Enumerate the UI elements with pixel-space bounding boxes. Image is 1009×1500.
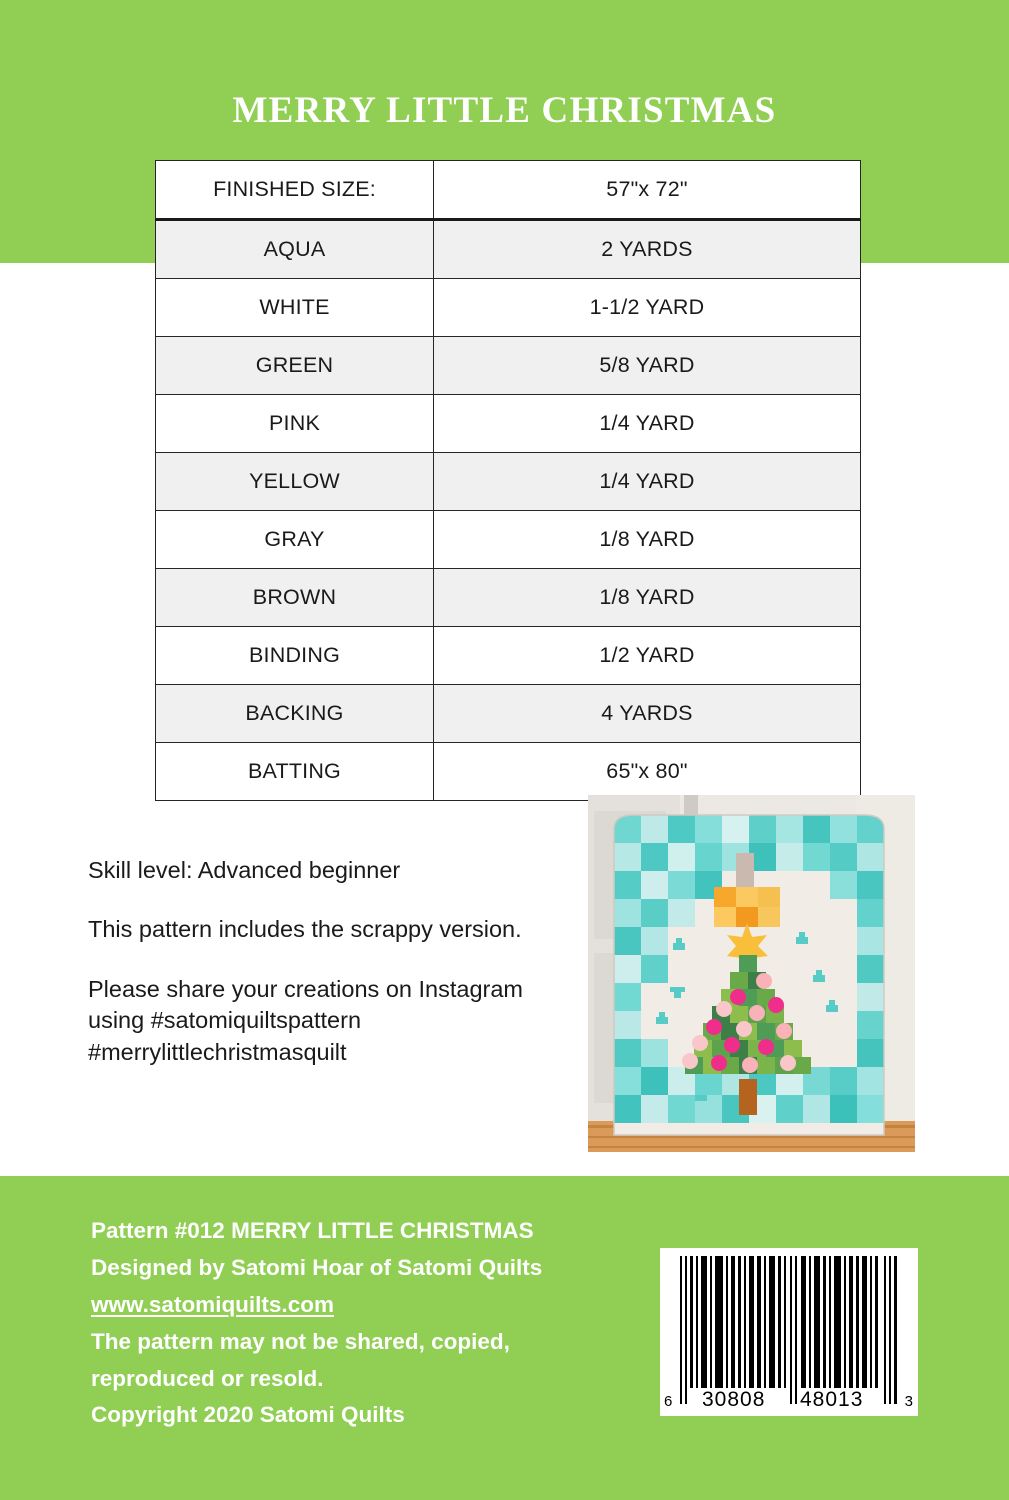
barcode	[660, 1248, 918, 1416]
table-row	[156, 453, 861, 511]
table-row	[156, 569, 861, 627]
table-row	[156, 161, 861, 220]
table-row	[156, 743, 861, 801]
footer-credits	[91, 1213, 631, 1434]
table-cell-label: WHITE	[156, 279, 434, 337]
table-row	[156, 279, 861, 337]
table-cell-value: 57"x 72"	[434, 161, 861, 220]
table-cell-value: 1-1/2 YARD	[434, 279, 861, 337]
table-cell-label: GRAY	[156, 511, 434, 569]
table-cell-value: 5/8 YARD	[434, 337, 861, 395]
footer-copyright-notice-1: The pattern may not be shared, copied,	[91, 1328, 510, 1354]
table-row	[156, 337, 861, 395]
table-cell-label: BATTING	[156, 743, 434, 801]
social-share-text: Please share your creations on Instagram using #satomiquiltspattern #merrylittlechristmasquilt	[88, 975, 523, 1065]
table-cell-value: 1/8 YARD	[434, 511, 861, 569]
table-cell-label: FINISHED SIZE:	[156, 161, 434, 220]
barcode-bars-icon	[660, 1248, 918, 1416]
footer-copyright: Copyright 2020 Satomi Quilts	[91, 1402, 405, 1428]
page-title: MERRY LITTLE CHRISTMAS	[232, 90, 777, 131]
table-cell-label: AQUA	[156, 220, 434, 279]
pattern-info-block	[88, 855, 558, 1068]
table-cell-value: 1/4 YARD	[434, 453, 861, 511]
quilt-photo	[588, 795, 915, 1152]
table-row	[156, 395, 861, 453]
table-row	[156, 220, 861, 279]
footer-copyright-notice-2: reproduced or resold.	[91, 1365, 324, 1391]
table-cell-value: 1/8 YARD	[434, 569, 861, 627]
table-cell-label: GREEN	[156, 337, 434, 395]
table-cell-label: BROWN	[156, 569, 434, 627]
scrappy-version-text: This pattern includes the scrappy version.	[88, 916, 522, 943]
table-cell-label: BINDING	[156, 627, 434, 685]
table-row	[156, 685, 861, 743]
materials-requirements-table	[155, 160, 861, 801]
table-cell-label: YELLOW	[156, 453, 434, 511]
table-row	[156, 627, 861, 685]
table-cell-value: 4 YARDS	[434, 685, 861, 743]
skill-level-text: Skill level: Advanced beginner	[88, 857, 401, 883]
table-row	[156, 511, 861, 569]
footer-pattern-number: Pattern #012 MERRY LITTLE CHRISTMAS	[91, 1218, 534, 1243]
footer-designer: Designed by Satomi Hoar of Satomi Quilts	[91, 1254, 543, 1280]
barcode-right-digit: 3	[904, 1393, 914, 1410]
table-cell-label: BACKING	[156, 685, 434, 743]
table-cell-value: 2 YARDS	[434, 220, 861, 279]
table-cell-value: 1/4 YARD	[434, 395, 861, 453]
footer-website-link[interactable]: www.satomiquilts.com	[91, 1291, 334, 1317]
table-cell-value: 1/2 YARD	[434, 627, 861, 685]
barcode-left-digit: 6	[664, 1393, 674, 1410]
table-cell-value: 65"x 80"	[434, 743, 861, 801]
barcode-group-1: 30808	[702, 1388, 766, 1411]
table-cell-label: PINK	[156, 395, 434, 453]
barcode-group-2: 48013	[800, 1388, 864, 1411]
